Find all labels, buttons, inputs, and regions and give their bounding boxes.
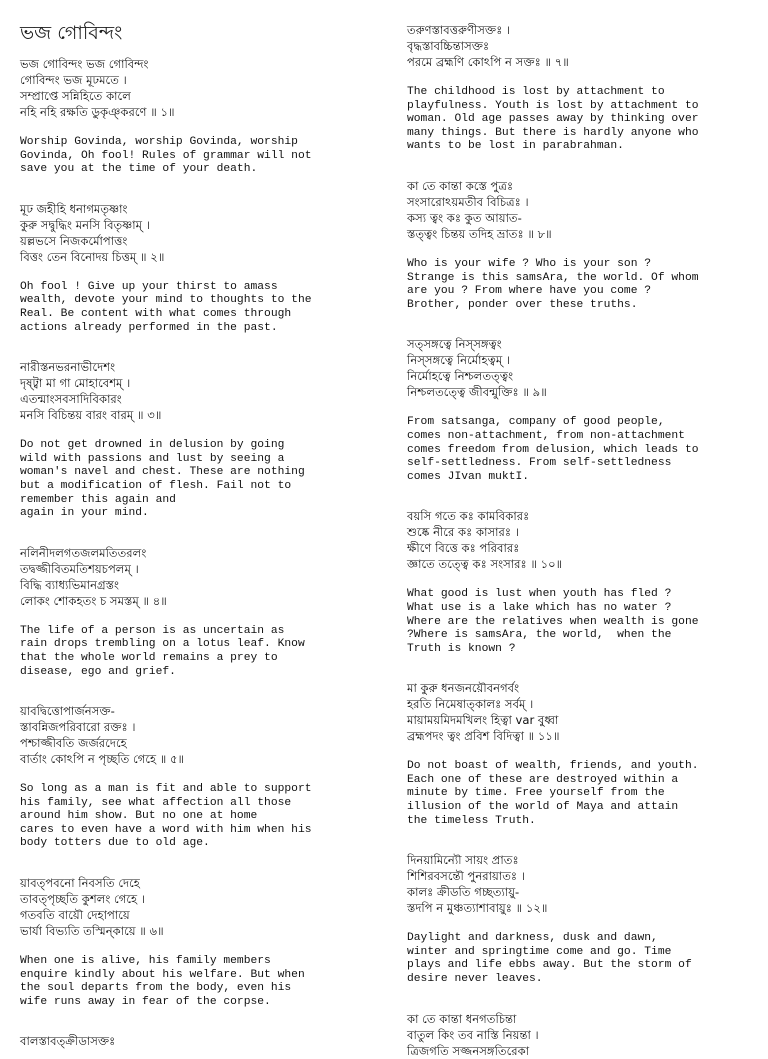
sanskrit-verse [20, 545, 380, 609]
verse-line: পশ্চাজ্জীবতি জর্জরদেহে [20, 736, 127, 751]
sanskrit-verse [407, 852, 757, 916]
verse-line: কুরু সদ্বুদ্ধিং মনসি বিতৃষ্ণাম্ । [20, 217, 150, 232]
english-translation: What good is lust when youth has fled ? What use is a lake which has no water ? Where are the relatives when wealth is gone ?Where is samsAra, the world, when the Truth is known ? [407, 588, 699, 655]
left-tail-verse [20, 1033, 380, 1049]
verse-line: কা তে কান্তা কস্তে পুত্রঃ [407, 178, 514, 193]
verse-line: দিনয়ামিন্যৌ সায়ং প্রাতঃ [407, 853, 519, 868]
verse-line: নিশ্চলতত্ত্বে জীবন্মুক্তিঃ ॥ ৯॥ [407, 385, 547, 400]
verse-line: জ্ঞাতে তত্ত্বে কঃ সংসারঃ ॥ ১০॥ [407, 557, 563, 572]
verse-line: সংসারোঽয়মতীব বিচিত্রঃ । [407, 194, 529, 209]
verse-line: মায়াময়মিদমখিলং হিত্বা var বুধ্বা [407, 713, 559, 728]
verse-line: মূঢ জহীহি ধনাগমতৃষ্ণাং [20, 201, 128, 216]
sanskrit-verse [20, 703, 380, 767]
sanskrit-verse [407, 508, 757, 572]
verse-line: বার্তাং কোঽপি ন পৃচ্ছতি গেহে ॥ ৫॥ [20, 752, 185, 767]
verse-line: তাবত্পৃচ্ছতি কুশলং গেহে । [20, 892, 145, 907]
verse-line: ভার্যা বিভ্যতি তস্মিন্কায়ে ॥ ৬॥ [20, 924, 164, 939]
verse-line: য়ল্লভসে নিজকর্মোপাত্তং [20, 233, 128, 248]
verse-line: য়াবদ্বিত্তোপার্জনসক্ত- [20, 704, 115, 719]
verse-line: ভজ গোবিন্দং ভজ গোবিন্দং [20, 57, 149, 71]
verse-line: মনসি বিচিন্তয় বারং বারম্ ॥ ৩॥ [20, 408, 162, 423]
english-translation: Daylight and darkness, dusk and dawn, winter and springtime come and go. Time plays and life ebbs away. But the storm of desire never leaves. [407, 932, 692, 986]
verse-line: বৃদ্ধস্তাবচ্চিন্তাসক্তঃ [407, 39, 490, 53]
verse-line: তদ্বজ্জীবিতমতিশয়চপলম্ । [20, 561, 139, 576]
verse-line: শুষ্কে নীরে কঃ কাসারঃ । [407, 525, 519, 540]
verse-line: মা কুরু ধনজনয়ৌবনগর্বং [407, 681, 520, 696]
english-translation: Oh fool ! Give up your thirst to amass wealth, devote your mind to thoughts to the Real. Be content with what comes through actions already performed in the past. [20, 280, 312, 334]
sanskrit-verse [20, 201, 380, 265]
verse-line: গোবিন্দং ভজ মূঢমতে । [20, 73, 127, 87]
verse-line: লোকং শোকহতং চ সমস্তম্ ॥ ৪॥ [20, 593, 167, 608]
verse-line: নহি নহি রক্ষতি ডুকৃঞ্করণে ॥ ১॥ [20, 105, 175, 119]
verse-line: স্তদপি ন মুঞ্চত্যাশাবায়ুঃ ॥ ১২॥ [407, 901, 548, 916]
verse-line: নিস্সঙ্গত্বে নির্মোহত্বম্ । [407, 353, 511, 368]
right-verse-blocks [407, 86, 757, 1059]
verse-line: স্তাবন্নিজপরিবারো রক্তঃ । [20, 720, 136, 735]
verse-line: নারীস্তনভরনাভীদেশং [20, 360, 116, 375]
english-translation: Do not boast of wealth, friends, and youth. Each one of these are destroyed within a minute by time. Free yourself from the illusion of the world of Maya and attain the timeless Truth. [407, 760, 699, 827]
verse-line: বিত্তং তেন বিনোদয় চিত্তম্ ॥ ২॥ [20, 249, 165, 264]
english-translation: The childhood is lost by attachment to playfulness. Youth is lost by attachment to woman. Old age passes away by thinking over many things. But there is hardly anyone who wants to be lost in parabrahman. [407, 86, 699, 153]
sanskrit-verse [20, 359, 380, 423]
verse-line: সম্প্রাপ্তে সন্নিহিতে কালে [20, 89, 131, 103]
verse-line: সত্সঙ্গত্বে নিস্সঙ্গত্বং [407, 337, 502, 352]
verse-line: পরমে ব্রহ্মণি কোঽপি ন সক্তঃ ॥ ৭॥ [407, 55, 569, 69]
verse-line: দৃষ্ট্বা মা গা মোহাবেশম্ । [20, 376, 131, 391]
verse-line: বালস্তাবত্ক্রীডাসক্তঃ [20, 1034, 116, 1049]
right-column [407, 0, 757, 1059]
page-title: ভজ গোবিন্দং [20, 22, 123, 44]
sanskrit-verse [407, 336, 757, 400]
verse-line: বিদ্ধি ব্যাধ্যভিমানগ্রস্তং [20, 577, 119, 592]
english-translation: The life of a person is as uncertain as rain drops trembling on a lotus leaf. Know that the whole world remains a prey to disease, ego and grief. [20, 624, 305, 678]
english-translation: Who is your wife ? Who is your son ? Strange is this samsAra, the world. Of whom are you ? From where have you come ? Brother, ponder over these truths. [407, 257, 699, 311]
verse-line: গতবতি বায়ৌ দেহাপায়ে [20, 908, 130, 923]
verse-line: কালঃ ক্রীডতি গচ্ছত্যায়ু- [407, 885, 520, 900]
sanskrit-verse [407, 680, 757, 744]
english-translation: Do not get drowned in delusion by going wild with passions and lust by seeing a woman's navel and chest. These are nothing but a modification of flesh. Fail not to remember this again and again in your mind. [20, 439, 305, 520]
english-translation: When one is alive, his family members enquire kindly about his welfare. But when the soul departs from the body, even his wife runs away in fear of the corpse. [20, 955, 305, 1008]
sanskrit-verse [20, 875, 380, 939]
verse-line: য়াবত্পবনো নিবসতি দেহে [20, 876, 140, 891]
verse-line: নির্মোহত্বে নিশ্চলতত্ত্বং [407, 369, 514, 384]
sanskrit-verse [407, 178, 757, 242]
english-translation: So long as a man is fit and able to support his family, see what affection all those around him show. But no one at home cares to even have a word with him when his body totters due to old age. [20, 783, 312, 850]
verse-line: ব্রহ্মপদং ত্বং প্রবিশ বিদিত্বা ॥ ১১॥ [407, 729, 560, 744]
verse-line: কস্য ত্বং কঃ কুত আয়াত- [407, 210, 522, 225]
verse-line: নলিনীদলগতজলমতিতরলং [20, 545, 147, 560]
verse-line: তরুণস্তাবত্তরুণীসক্তঃ । [407, 23, 511, 37]
english-translation: From satsanga, company of good people, comes non-attachment, from non-attachment comes freedom from delusion, which leads to self-settledness. From self-settledness comes JIvan muktI. [407, 416, 699, 483]
sanskrit-verse [20, 56, 380, 120]
verse-line: এতন্মাংসবসাদিবিকারং [20, 392, 122, 407]
verse-line: বাতুল কিং তব নাস্তি নিয়ন্তা । [407, 1027, 539, 1042]
verse-line: ত্রিজগতি সজ্জনসঙ্গতিরেকা [407, 1043, 530, 1058]
verse-line: শিশিরবসন্তৌ পুনরায়াতঃ । [407, 869, 525, 884]
left-verse-blocks [20, 56, 380, 1009]
verse-line: হরতি নিমেষাত্কালঃ সর্বম্ । [407, 697, 534, 712]
verse-line: কা তে কান্তা ধনগতচিন্তা [407, 1011, 517, 1026]
left-column [20, 0, 380, 1049]
verse-line: ক্ষীণে বিত্তে কঃ পরিবারঃ [407, 541, 520, 556]
verse-line: বয়সি গতে কঃ কামবিকারঃ [407, 509, 530, 524]
right-head-verse [407, 22, 757, 70]
english-translation: Worship Govinda, worship Govinda, worship Govinda, Oh fool! Rules of grammar will not save you at the time of your death. [20, 136, 312, 176]
sanskrit-verse [407, 1011, 757, 1059]
verse-line: স্তত্ত্বং চিন্তয় তদিহ ভ্রাতঃ ॥ ৮॥ [407, 226, 552, 241]
